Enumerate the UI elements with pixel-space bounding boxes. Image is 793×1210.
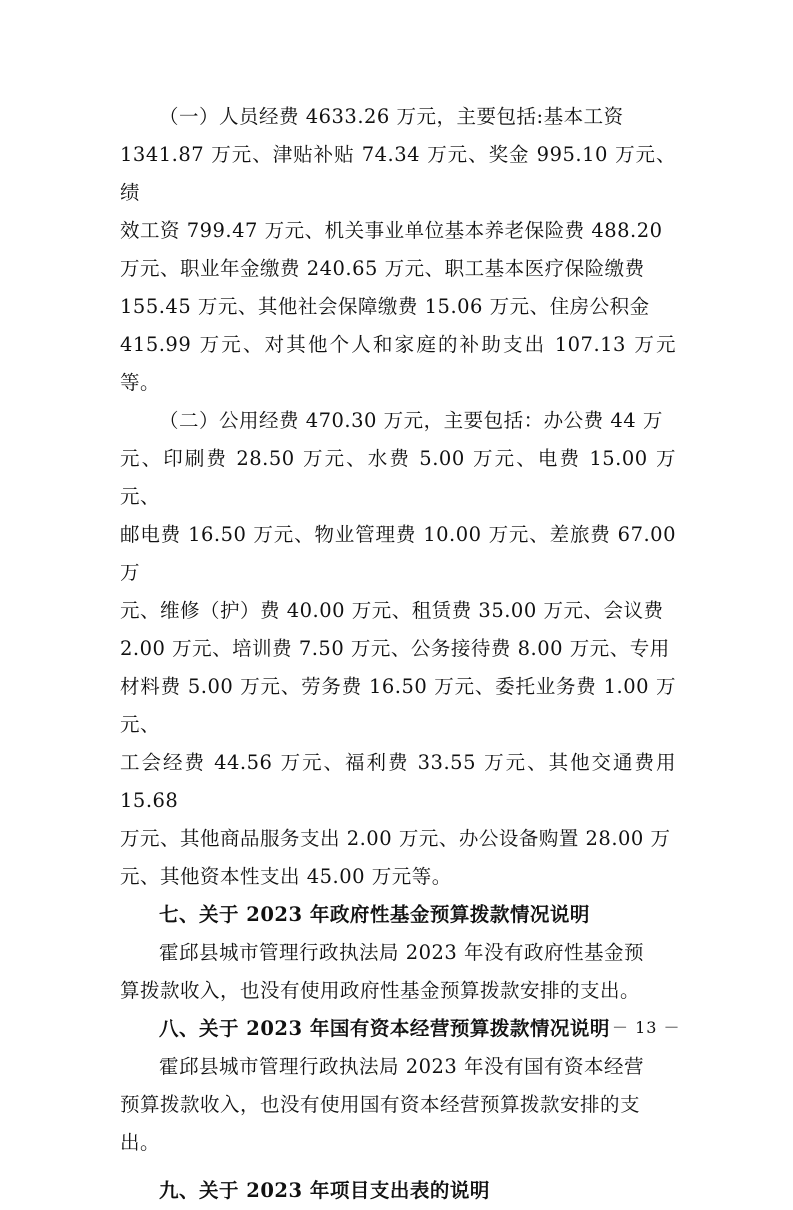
section-7-paragraph: 霍邱县城市管理行政执法局 2023 年没有政府性基金预 算拨款收入，也没有使用政府性基金预算拨款安排的支出。 bbox=[120, 941, 645, 1002]
section-9-heading: 九、关于 2023 年项目支出表的说明 bbox=[159, 1179, 490, 1202]
section-8-paragraph: 霍邱县城市管理行政执法局 2023 年没有国有资本经营 预算拨款收入，也没有使用国有资本经营预算拨款安排的支 出。 bbox=[120, 1055, 645, 1154]
page-number: － 13 － bbox=[612, 1018, 681, 1037]
section-7-heading: 七、关于 2023 年政府性基金预算拨款情况说明 bbox=[159, 903, 590, 926]
section-8-heading: 八、关于 2023 年国有资本经营预算拨款情况说明 bbox=[159, 1017, 610, 1040]
public-expense-paragraph: （二）公用经费 470.30 万元，主要包括：办公费 44 万 元、印刷费 28.50 万元、水费 5.00 万元、电费 15.00 万元、 邮电费 16.50 万元、物业管理费 10.00 万元、差旅费 67.00 万 元、维修（护）费 40.00 万元、租赁费 35.00 万元、会议费 2.00 万元、培训费 7.50 万元、公务接待费 8.00 万元、专用 材料费 5.00 万元、劳务费 16.50 万元、委托业务费 1.00 万元、 工会经费 44.56 万元、福利费 33.55 万元、其他交通费用 15.68 万元、其他商品服务支出 2.00 万元、办公设备购置 28.00 万 元、其他资本性支出 45.00 万元等。 bbox=[120, 409, 676, 888]
personnel-expense-paragraph: （一）人员经费 4633.26 万元，主要包括:基本工资 1341.87 万元、津贴补贴 74.34 万元、奖金 995.10 万元、绩 效工资 799.47 万元、机关事业单位基本养老保险费 488.20 万元、职业年金缴费 240.65 万元、职工基本医疗保险缴费 155.45 万元、其他社会保障缴费 15.06 万元、住房公积金 415.99 万元、对其他个人和家庭的补助支出 107.13 万元等。 bbox=[120, 105, 676, 394]
document-body bbox=[120, 98, 676, 1210]
